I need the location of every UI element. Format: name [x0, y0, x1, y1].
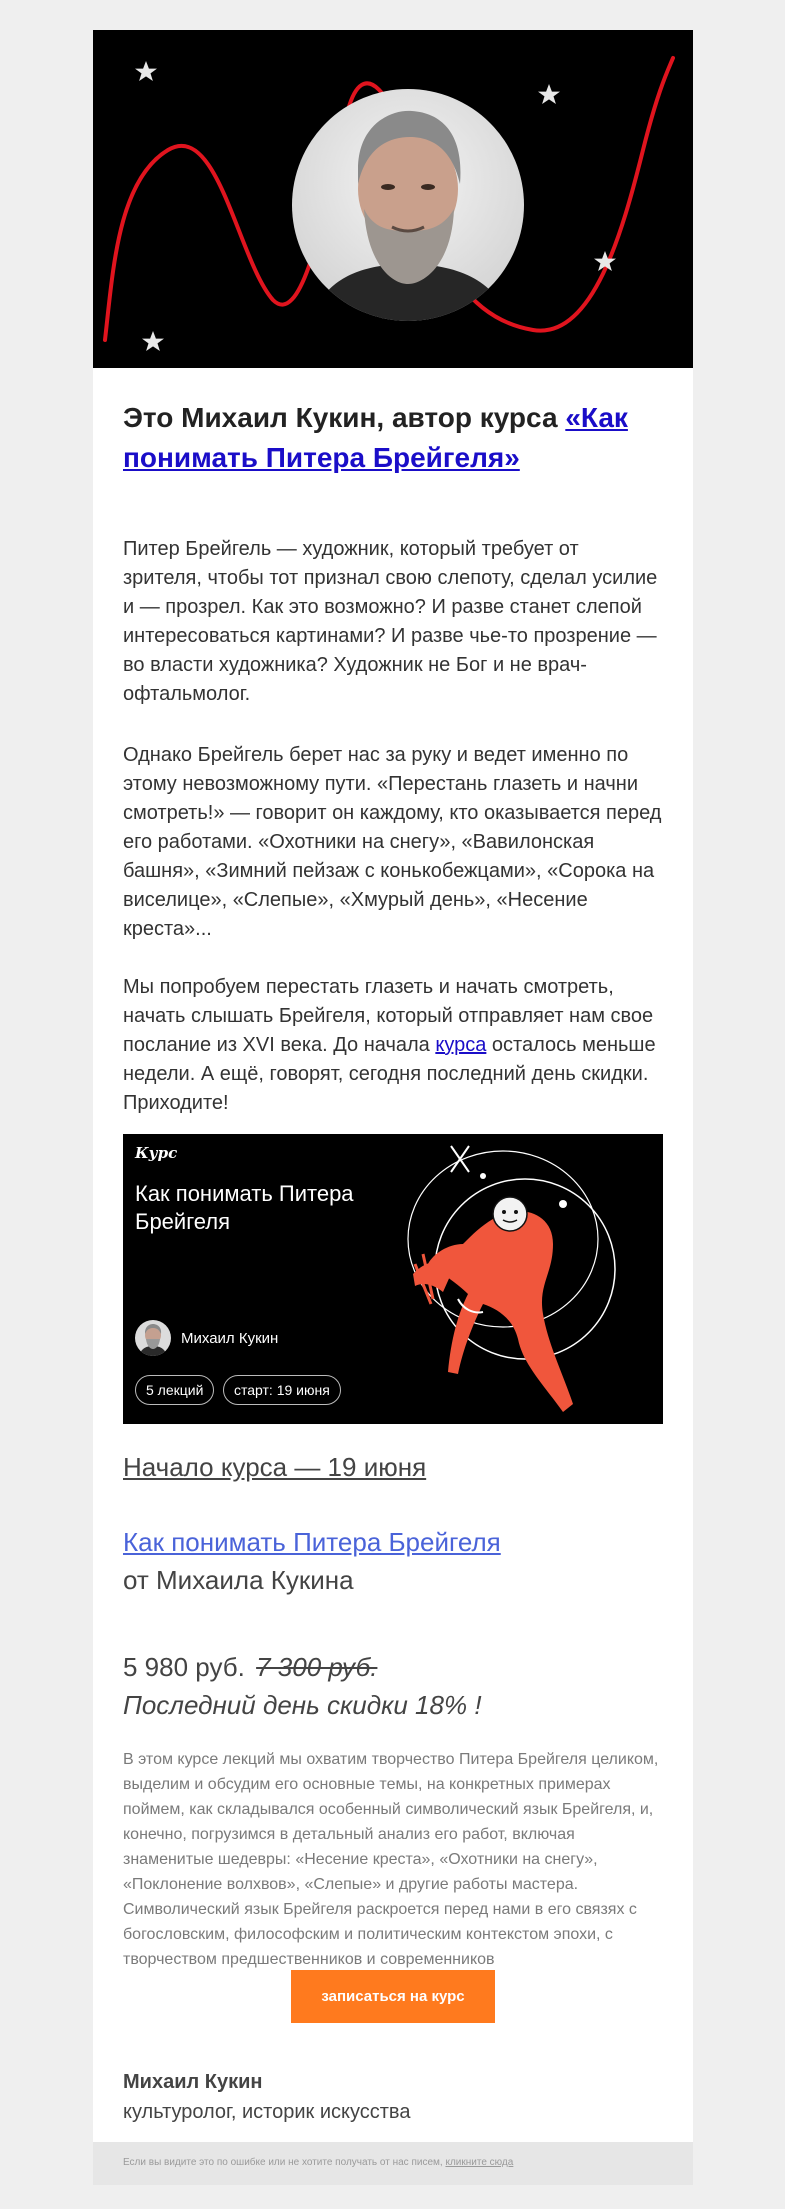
lectures-chip: 5 лекций [135, 1375, 214, 1405]
footer [93, 2142, 693, 2185]
price-line [123, 1649, 377, 1685]
banner-author-name: Михаил Кукин [181, 1329, 279, 1347]
course-banner[interactable] [123, 1134, 663, 1424]
intro-heading [123, 398, 663, 478]
email-card [93, 30, 693, 2185]
course-inline-link[interactable]: курса [435, 1034, 487, 1056]
unsubscribe-text [123, 2157, 513, 2168]
start-chip: старт: 19 июня [223, 1375, 341, 1405]
star-icon [135, 61, 157, 81]
enroll-button[interactable]: записаться на курс [291, 1970, 495, 2023]
man-avatar-icon [135, 1320, 171, 1356]
signature-name: Михаил Кукин [123, 2071, 263, 2093]
intro-heading-text: Это Михаил Кукин, автор курса [123, 402, 566, 433]
footer-text: Если вы видите это по ошибке или не хотите получать от нас писем, [123, 2157, 446, 2168]
acrobat-illustration-icon [403, 1134, 663, 1424]
course-description: В этом курсе лекций мы охватим творчество Питера Брейгеля целиком, выделим и обсудим его основные темы, на конкретных примерах поймем, как складывался особенный символический язык Брейгеля, и, конечно, погрузимся в детальный анализ его работ, включая знаменитые шедевры: «Несение креста», «Охотники на снегу», «Поклонение волхвов», «Слепые» и другие работы мастера. Символический язык Брейгеля раскроется перед нами в его связях с богословским, философским и политическим контекстом эпохи, с творчеством предшественников и современников [123, 1751, 659, 1968]
old-price: 7 300 руб. [256, 1652, 378, 1682]
paragraph-3-text-a: Мы попробуем перестать глазеть и начать смотреть, начать слышать Брейгеля, который отправляет нам свое послание из XVI века. До начала [123, 976, 654, 1056]
course-title-link-2[interactable]: Как понимать Питера Брейгеля [123, 1527, 501, 1557]
course-title-link[interactable]: «Как понимать Питера Брейгеля» [123, 402, 628, 473]
signature-role: культуролог, историк искусства [123, 2101, 411, 2123]
banner-author [135, 1320, 278, 1356]
avatar [135, 1320, 171, 1356]
course-author-line: от Михаила Кукина [123, 1565, 354, 1595]
current-price: 5 980 руб. [123, 1652, 245, 1682]
course-start-date: Начало курса — 19 июня [123, 1452, 427, 1482]
unsubscribe-link[interactable]: кликните сюда [445, 2157, 514, 2168]
author-portrait [292, 89, 524, 321]
banner-title: Как понимать Питера Брейгеля [135, 1181, 354, 1234]
body-paragraph-2: Однако Брейгель берет нас за руку и ведет именно по этому невозможному пути. «Перестань глазеть и начни смотреть!» — говорит он каждому, кто оказывается перед его работами. «Охотники на снегу», «Вавилонская башня», «Зимний пейзаж с конькобежцами», «Сорока на виселице», «Слепые», «Хмурый день», «Несение креста»... [123, 744, 662, 940]
paragraph-3-text-b: осталось меньше недели. А ещё, говорят, сегодня последний день скидки. Приходите! [123, 1034, 656, 1114]
star-icon [538, 84, 560, 104]
discount-notice: Последний день скидки 18% ! [123, 1690, 482, 1720]
star-icon [142, 331, 164, 351]
hero-banner [93, 30, 693, 368]
body-paragraph-3 [123, 973, 663, 1118]
body-paragraph-1: Питер Брейгель — художник, который требует от зрителя, чтобы тот признал свою слепоту, сделал усилие и — прозрел. Как это возможно? И разве станет слепой интересоваться картинами? И разве чье-то прозрение — во власти художника? Художник не Бог и не врач-офтальмолог. [123, 538, 658, 705]
man-portrait-icon [292, 89, 524, 321]
banner-brand: Курс [135, 1144, 178, 1162]
